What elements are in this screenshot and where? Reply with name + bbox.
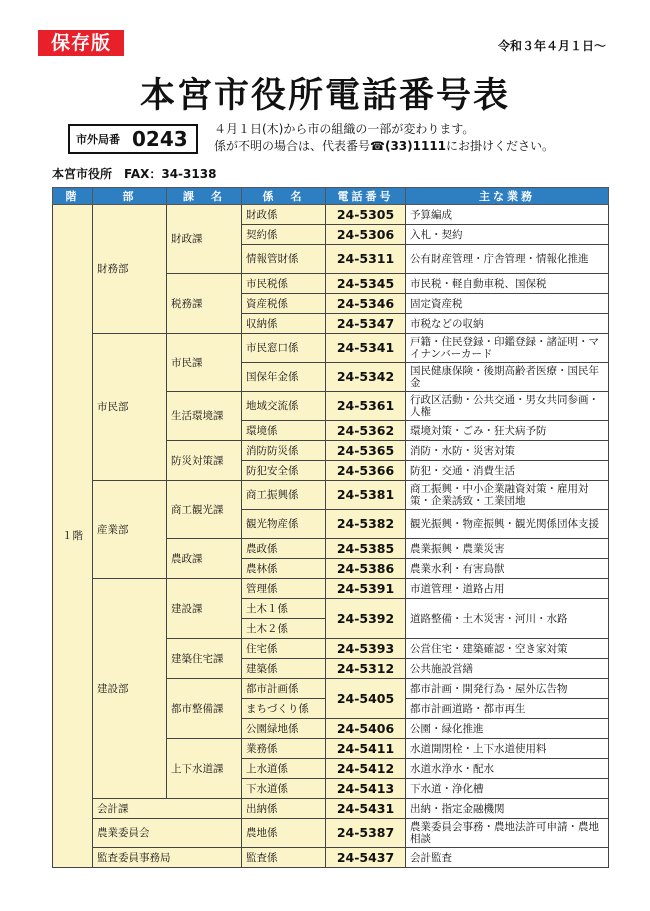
unit-cell: 市民税係 — [242, 274, 326, 294]
header-unit: 係 名 — [242, 188, 326, 205]
unit-cell: 観光物産係 — [242, 510, 326, 539]
duty-cell: 市税などの収納 — [406, 314, 609, 334]
duty-cell: 公営住宅・建築確認・空き家対策 — [406, 639, 609, 659]
area-code: 0243 — [132, 127, 188, 151]
unit-cell: 住宅係 — [242, 639, 326, 659]
section-cell: 生活環境課 — [167, 392, 242, 441]
dept-cell: 財務部 — [93, 205, 167, 334]
table-row — [53, 848, 609, 868]
tel-cell: 24-5392 — [326, 599, 406, 639]
tel-cell: 24-5406 — [326, 719, 406, 739]
section-cell: 都市整備課 — [167, 679, 242, 739]
duty-cell: 行政区活動・公共交通・男女共同参画・人権 — [406, 392, 609, 421]
unit-cell: 下水道係 — [242, 779, 326, 799]
unit-cell: 上水道係 — [242, 759, 326, 779]
tel-cell: 24-5365 — [326, 441, 406, 461]
unit-cell: 農林係 — [242, 559, 326, 579]
dept-cell: 農業委員会 — [93, 819, 242, 848]
unit-cell: 出納係 — [242, 799, 326, 819]
duty-cell: 消防・水防・災害対策 — [406, 441, 609, 461]
unit-cell: 公園緑地係 — [242, 719, 326, 739]
table-row — [53, 334, 609, 363]
table-row — [53, 799, 609, 819]
header-dept: 部 — [93, 188, 167, 205]
tel-cell: 24-5437 — [326, 848, 406, 868]
unit-cell: 情報管財係 — [242, 245, 326, 274]
section-cell: 財政課 — [167, 205, 242, 274]
notice-line-2 — [214, 138, 554, 155]
representative-number: (33)1111 — [384, 139, 447, 153]
tel-cell: 24-5345 — [326, 274, 406, 294]
tel-cell: 24-5342 — [326, 363, 406, 392]
tel-cell: 24-5361 — [326, 392, 406, 421]
notice — [214, 121, 554, 155]
unit-cell: 資産税係 — [242, 294, 326, 314]
header-duty: 主な業務 — [406, 188, 609, 205]
unit-cell: 管理係 — [242, 579, 326, 599]
duty-cell: 戸籍・住民登録・印鑑登録・諸証明・マイナンバーカード — [406, 334, 609, 363]
table-row — [53, 205, 609, 225]
duty-cell: 出納・指定金融機関 — [406, 799, 609, 819]
tel-cell: 24-5311 — [326, 245, 406, 274]
phone-directory-table — [52, 187, 609, 868]
dept-cell: 会計課 — [93, 799, 242, 819]
dept-cell: 市民部 — [93, 334, 167, 481]
header-floor: 階 — [53, 188, 93, 205]
section-cell: 商工観光課 — [167, 481, 242, 539]
unit-cell: 環境係 — [242, 421, 326, 441]
unit-cell: 契約係 — [242, 225, 326, 245]
unit-cell: 農地係 — [242, 819, 326, 848]
unit-cell: 市民窓口係 — [242, 334, 326, 363]
tel-cell: 24-5385 — [326, 539, 406, 559]
table-row — [53, 819, 609, 848]
unit-cell: 建築係 — [242, 659, 326, 679]
tel-cell: 24-5362 — [326, 421, 406, 441]
table-header-row — [53, 188, 609, 205]
duty-cell: 予算編成 — [406, 205, 609, 225]
tel-cell: 24-5312 — [326, 659, 406, 679]
unit-cell: 業務係 — [242, 739, 326, 759]
duty-cell: 環境対策・ごみ・狂犬病予防 — [406, 421, 609, 441]
duty-cell: 農業振興・農業災害 — [406, 539, 609, 559]
dept-cell: 監査委員事務局 — [93, 848, 242, 868]
tel-cell: 24-5431 — [326, 799, 406, 819]
floor-cell: １階 — [53, 205, 93, 868]
notice-line-2-pre: 係が不明の場合は、代表番号☎ — [214, 139, 385, 153]
unit-cell: 消防防災係 — [242, 441, 326, 461]
duty-cell: 会計監査 — [406, 848, 609, 868]
office-fax: 本宮市役所 FAX：34-3138 — [52, 167, 217, 181]
header-tel: 電話番号 — [326, 188, 406, 205]
unit-cell: 財政係 — [242, 205, 326, 225]
tel-cell: 24-5412 — [326, 759, 406, 779]
unit-cell: 国保年金係 — [242, 363, 326, 392]
duty-cell: 入札・契約 — [406, 225, 609, 245]
tel-cell: 24-5405 — [326, 679, 406, 719]
tel-cell: 24-5341 — [326, 334, 406, 363]
unit-cell: 収納係 — [242, 314, 326, 334]
unit-cell: 土木１係 — [242, 599, 326, 619]
table-row — [53, 579, 609, 599]
unit-cell: 都市計画係 — [242, 679, 326, 699]
tel-cell: 24-5391 — [326, 579, 406, 599]
tel-cell: 24-5382 — [326, 510, 406, 539]
preservation-badge: 保存版 — [38, 30, 124, 56]
duty-cell: 商工振興・中小企業融資対策・雇用対策・企業誘致・工業団地 — [406, 481, 609, 510]
unit-cell: 商工振興係 — [242, 481, 326, 510]
header-section: 課 名 — [167, 188, 242, 205]
unit-cell: 土木２係 — [242, 619, 326, 639]
duty-cell: 観光振興・物産振興・観光関係団体支援 — [406, 510, 609, 539]
notice-line-1: ４月１日(木)から市の組織の一部が変わります。 — [214, 122, 475, 136]
duty-cell: 水道水浄水・配水 — [406, 759, 609, 779]
dept-cell: 産業部 — [93, 481, 167, 579]
unit-cell: 農政係 — [242, 539, 326, 559]
tel-cell: 24-5346 — [326, 294, 406, 314]
effective-date: 令和３年４月１日～ — [497, 39, 606, 53]
tel-cell: 24-5387 — [326, 819, 406, 848]
tel-cell: 24-5411 — [326, 739, 406, 759]
duty-cell: 市道管理・道路占用 — [406, 579, 609, 599]
area-code-box — [68, 124, 198, 154]
duty-cell: 市民税・軽自動車税、国保税 — [406, 274, 609, 294]
duty-cell: 水道開閉栓・上下水道使用料 — [406, 739, 609, 759]
tel-cell: 24-5381 — [326, 481, 406, 510]
notice-line-2-post: にお掛けください。 — [446, 139, 555, 153]
section-cell: 上下水道課 — [167, 739, 242, 799]
tel-cell: 24-5347 — [326, 314, 406, 334]
tel-cell: 24-5386 — [326, 559, 406, 579]
tel-cell: 24-5306 — [326, 225, 406, 245]
tel-cell: 24-5393 — [326, 639, 406, 659]
duty-cell: 国民健康保険・後期高齢者医療・国民年金 — [406, 363, 609, 392]
section-cell: 防災対策課 — [167, 441, 242, 481]
duty-cell: 固定資産税 — [406, 294, 609, 314]
tel-cell: 24-5305 — [326, 205, 406, 225]
duty-cell: 公共施設営繕 — [406, 659, 609, 679]
section-cell: 建築住宅課 — [167, 639, 242, 679]
unit-cell: まちづくり係 — [242, 699, 326, 719]
duty-cell: 公園・緑化推進 — [406, 719, 609, 739]
section-cell: 建設課 — [167, 579, 242, 639]
page-title: 本宮市役所電話番号表 — [139, 76, 510, 116]
section-cell: 農政課 — [167, 539, 242, 579]
duty-cell: 公有財産管理・庁舎管理・情報化推進 — [406, 245, 609, 274]
unit-cell: 監査係 — [242, 848, 326, 868]
duty-cell: 道路整備・土木災害・河川・水路 — [406, 599, 609, 639]
area-code-label: 市外局番 — [76, 133, 120, 146]
duty-cell: 農業水利・有害鳥獣 — [406, 559, 609, 579]
tel-cell: 24-5413 — [326, 779, 406, 799]
tel-cell: 24-5366 — [326, 461, 406, 481]
duty-cell: 農業委員会事務・農地法許可申請・農地相談 — [406, 819, 609, 848]
unit-cell: 地域交流係 — [242, 392, 326, 421]
section-cell: 税務課 — [167, 274, 242, 334]
unit-cell: 防犯安全係 — [242, 461, 326, 481]
table-row — [53, 481, 609, 510]
dept-cell: 建設部 — [93, 579, 167, 799]
section-cell: 市民課 — [167, 334, 242, 392]
duty-cell: 都市計画道路・都市再生 — [406, 699, 609, 719]
duty-cell: 防犯・交通・消費生活 — [406, 461, 609, 481]
duty-cell: 都市計画・開発行為・屋外広告物 — [406, 679, 609, 699]
duty-cell: 下水道・浄化槽 — [406, 779, 609, 799]
